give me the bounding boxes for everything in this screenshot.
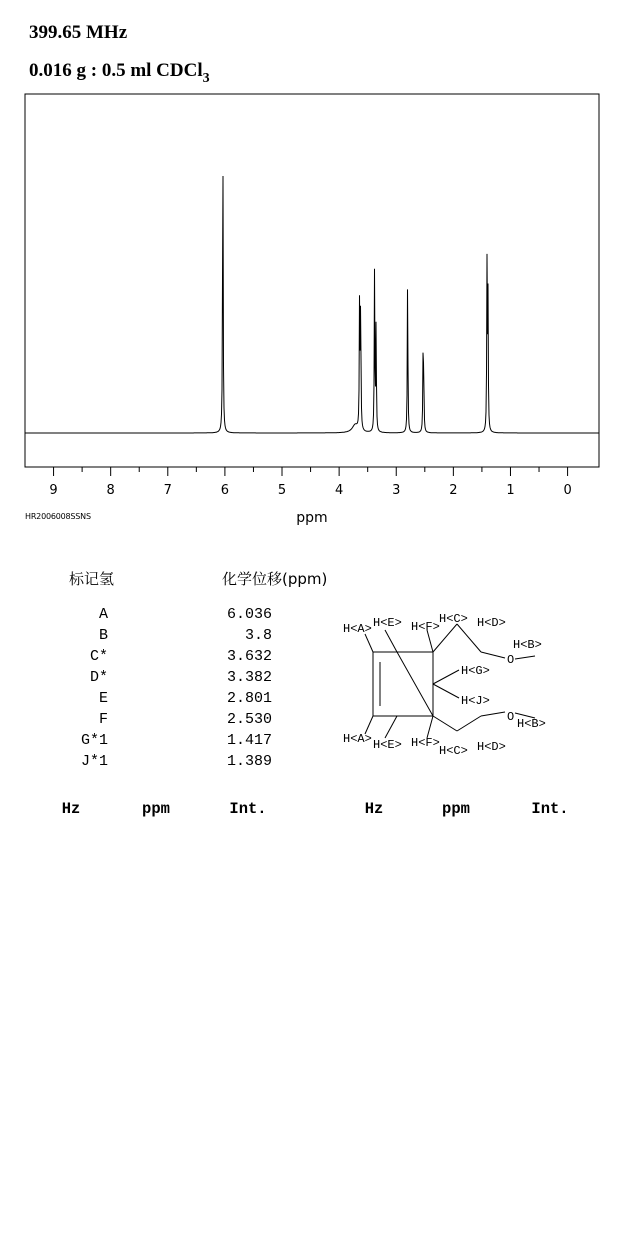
x-tick-label: 9 [49,483,58,498]
structure-label: O [507,710,515,724]
structure-label: H<D> [477,616,506,630]
assignment-shift: 3.382 [226,669,272,686]
structure-label: H<A> [343,622,372,636]
label-column-header: 标记氢 [69,570,115,588]
peak-table-header: Int. [229,800,267,818]
assignment-shift: 2.530 [226,711,272,728]
assignment-label: J*1 [80,753,108,770]
spectrum-trace [25,176,599,433]
x-tick-label: 6 [220,483,230,498]
assignment-shift: 1.389 [226,753,272,770]
nmr-spectrum-chart [0,0,626,540]
peak-table-header: ppm [442,800,470,818]
plot-frame [25,94,599,467]
assignment-label: E [98,690,108,707]
sample-subscript: 3 [202,71,210,86]
x-tick-label: 2 [449,483,458,498]
x-tick-label: 7 [163,483,172,498]
x-tick-label: 4 [334,483,344,498]
assignment-shift: 1.417 [226,732,272,749]
peak-table-header: Int. [531,800,569,818]
assignment-label: C* [89,648,108,665]
assignment-shift: 3.632 [226,648,272,665]
frequency-label: 399.65 MHz [29,22,128,43]
molecule-structure [335,606,605,766]
peak-table-header: Hz [364,800,384,818]
assignment-label: G*1 [80,732,108,749]
structure-label: H<G> [461,664,490,678]
structure-label: H<E> [373,738,402,752]
spectrum-code: HR2006008SSNS [25,512,91,521]
structure-label: H<E> [373,616,402,630]
assignment-label: A [98,606,108,623]
assignment-label: F [98,711,108,728]
shift-column-header: 化学位移(ppm) [222,570,328,588]
structure-label: H<D> [477,740,506,754]
x-tick-label: 8 [106,483,115,498]
assignment-shift: 6.036 [226,606,272,623]
peak-table-header: Hz [61,800,81,818]
assignment-label: D* [89,669,108,686]
assignment-shift: 2.801 [226,690,272,707]
structure-label: H<C> [439,612,468,626]
x-tick-label: 5 [277,483,287,498]
structure-label: H<F> [411,736,440,750]
assignment-label: B [98,627,108,644]
x-tick-label: 3 [392,483,401,498]
structure-label: H<B> [513,638,542,652]
structure-label: H<B> [517,717,546,731]
x-tick-label: 1 [506,483,515,498]
structure-label: H<C> [439,744,468,758]
x-axis-label: ppm [296,510,328,526]
x-tick-label: 0 [563,483,572,498]
assignment-shift: 3.8 [244,627,272,644]
peak-table-header: ppm [142,800,170,818]
structure-label: H<F> [411,620,440,634]
structure-label: H<A> [343,732,372,746]
structure-label: H<J> [461,694,490,708]
sample-text: 0.016 g : 0.5 ml CDCl [29,60,203,81]
structure-label: O [507,653,515,667]
